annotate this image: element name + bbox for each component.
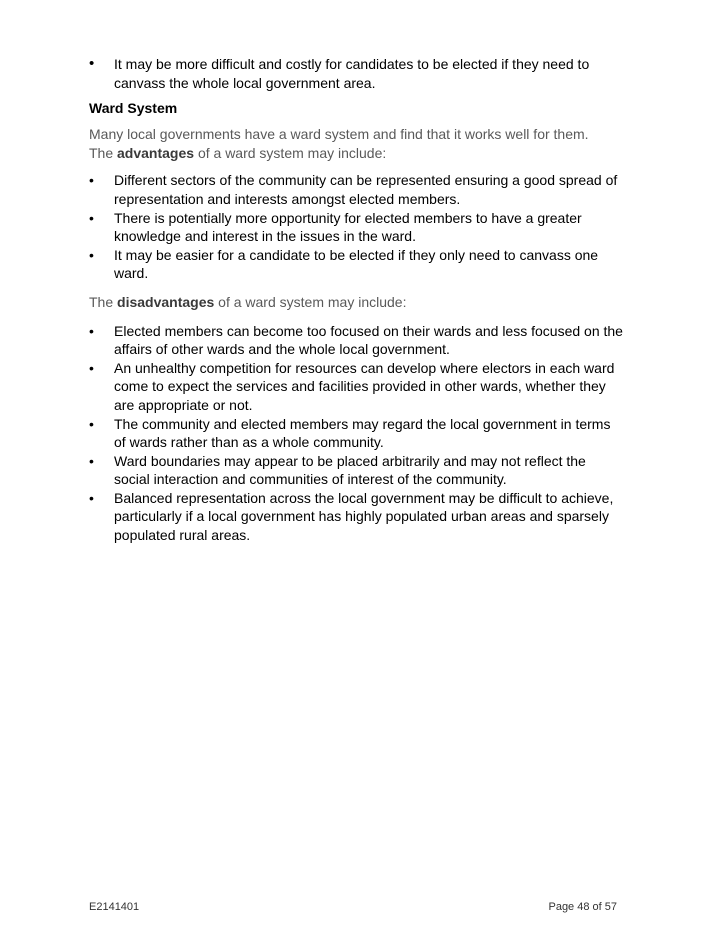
list-item bbox=[89, 359, 624, 415]
bullet-icon: • bbox=[89, 172, 94, 189]
list-item-text: Different sectors of the community can be represented ensuring a good spread of representation and interests amongst elected members. bbox=[114, 172, 618, 207]
list-item-text: Ward boundaries may appear to be placed arbitrarily and may not reflect the social interaction and communities of interest of the community. bbox=[114, 452, 586, 488]
advantages-intro bbox=[89, 125, 624, 162]
advantages-list bbox=[89, 171, 624, 283]
disadvantages-suffix: of a ward system may include: bbox=[214, 293, 407, 310]
list-item bbox=[89, 322, 624, 359]
list-item bbox=[89, 415, 624, 452]
list-item-text: There is potentially more opportunity for elected members to have a greater knowledge and interest in the issues in the ward. bbox=[114, 209, 582, 245]
advantages-keyword: advantages bbox=[117, 144, 195, 161]
list-item-text: The community and elected members may regard the local government in terms of wards rather than as a whole community. bbox=[114, 415, 611, 451]
intro-text: Many local governments have a ward system and find that it works well for them. bbox=[89, 126, 589, 143]
bullet-icon: • bbox=[89, 246, 94, 263]
list-item bbox=[89, 209, 624, 246]
list-item-text: Balanced representation across the local government may be difficult to achieve, particularly if a local government has highly populated urban areas and sparsely populated rural areas. bbox=[114, 489, 614, 544]
list-item bbox=[89, 246, 624, 283]
list-item-text: Elected members can become too focused on their wards and less focused on the affairs of other wards and the whole local government. bbox=[114, 322, 623, 358]
footer-document-id: E2141401 bbox=[89, 901, 140, 913]
bullet-icon: • bbox=[89, 415, 94, 432]
list-item bbox=[89, 171, 624, 208]
list-item bbox=[89, 452, 624, 489]
list-item bbox=[89, 489, 624, 545]
list-item-text: It may be more difficult and costly for candidates to be elected if they need to canvass the whole local government area. bbox=[114, 56, 590, 91]
disadvantages-keyword: disadvantages bbox=[117, 293, 215, 310]
disadvantages-prefix: The bbox=[89, 293, 118, 310]
advantages-suffix: of a ward system may include: bbox=[194, 144, 387, 161]
intro-bullet-list bbox=[89, 55, 624, 92]
section-heading: Ward System bbox=[89, 100, 178, 117]
bullet-icon: • bbox=[89, 452, 94, 469]
advantages-prefix: The bbox=[89, 144, 118, 161]
page-content bbox=[89, 55, 624, 545]
list-item-text: It may be easier for a candidate to be elected if they only need to canvass one ward. bbox=[114, 246, 599, 282]
footer-page-number: Page 48 of 57 bbox=[548, 901, 617, 913]
bullet-icon: • bbox=[89, 55, 95, 72]
bullet-icon: • bbox=[89, 209, 94, 226]
disadvantages-intro bbox=[89, 293, 624, 312]
bullet-icon: • bbox=[89, 359, 94, 376]
disadvantages-list bbox=[89, 322, 624, 545]
bullet-icon: • bbox=[89, 322, 94, 339]
bullet-icon: • bbox=[89, 489, 94, 506]
list-item bbox=[89, 55, 624, 92]
list-item-text: An unhealthy competition for resources can develop where electors in each ward come to expect the services and facilities provided in other wards, whether they are appropriate or not. bbox=[114, 359, 615, 413]
